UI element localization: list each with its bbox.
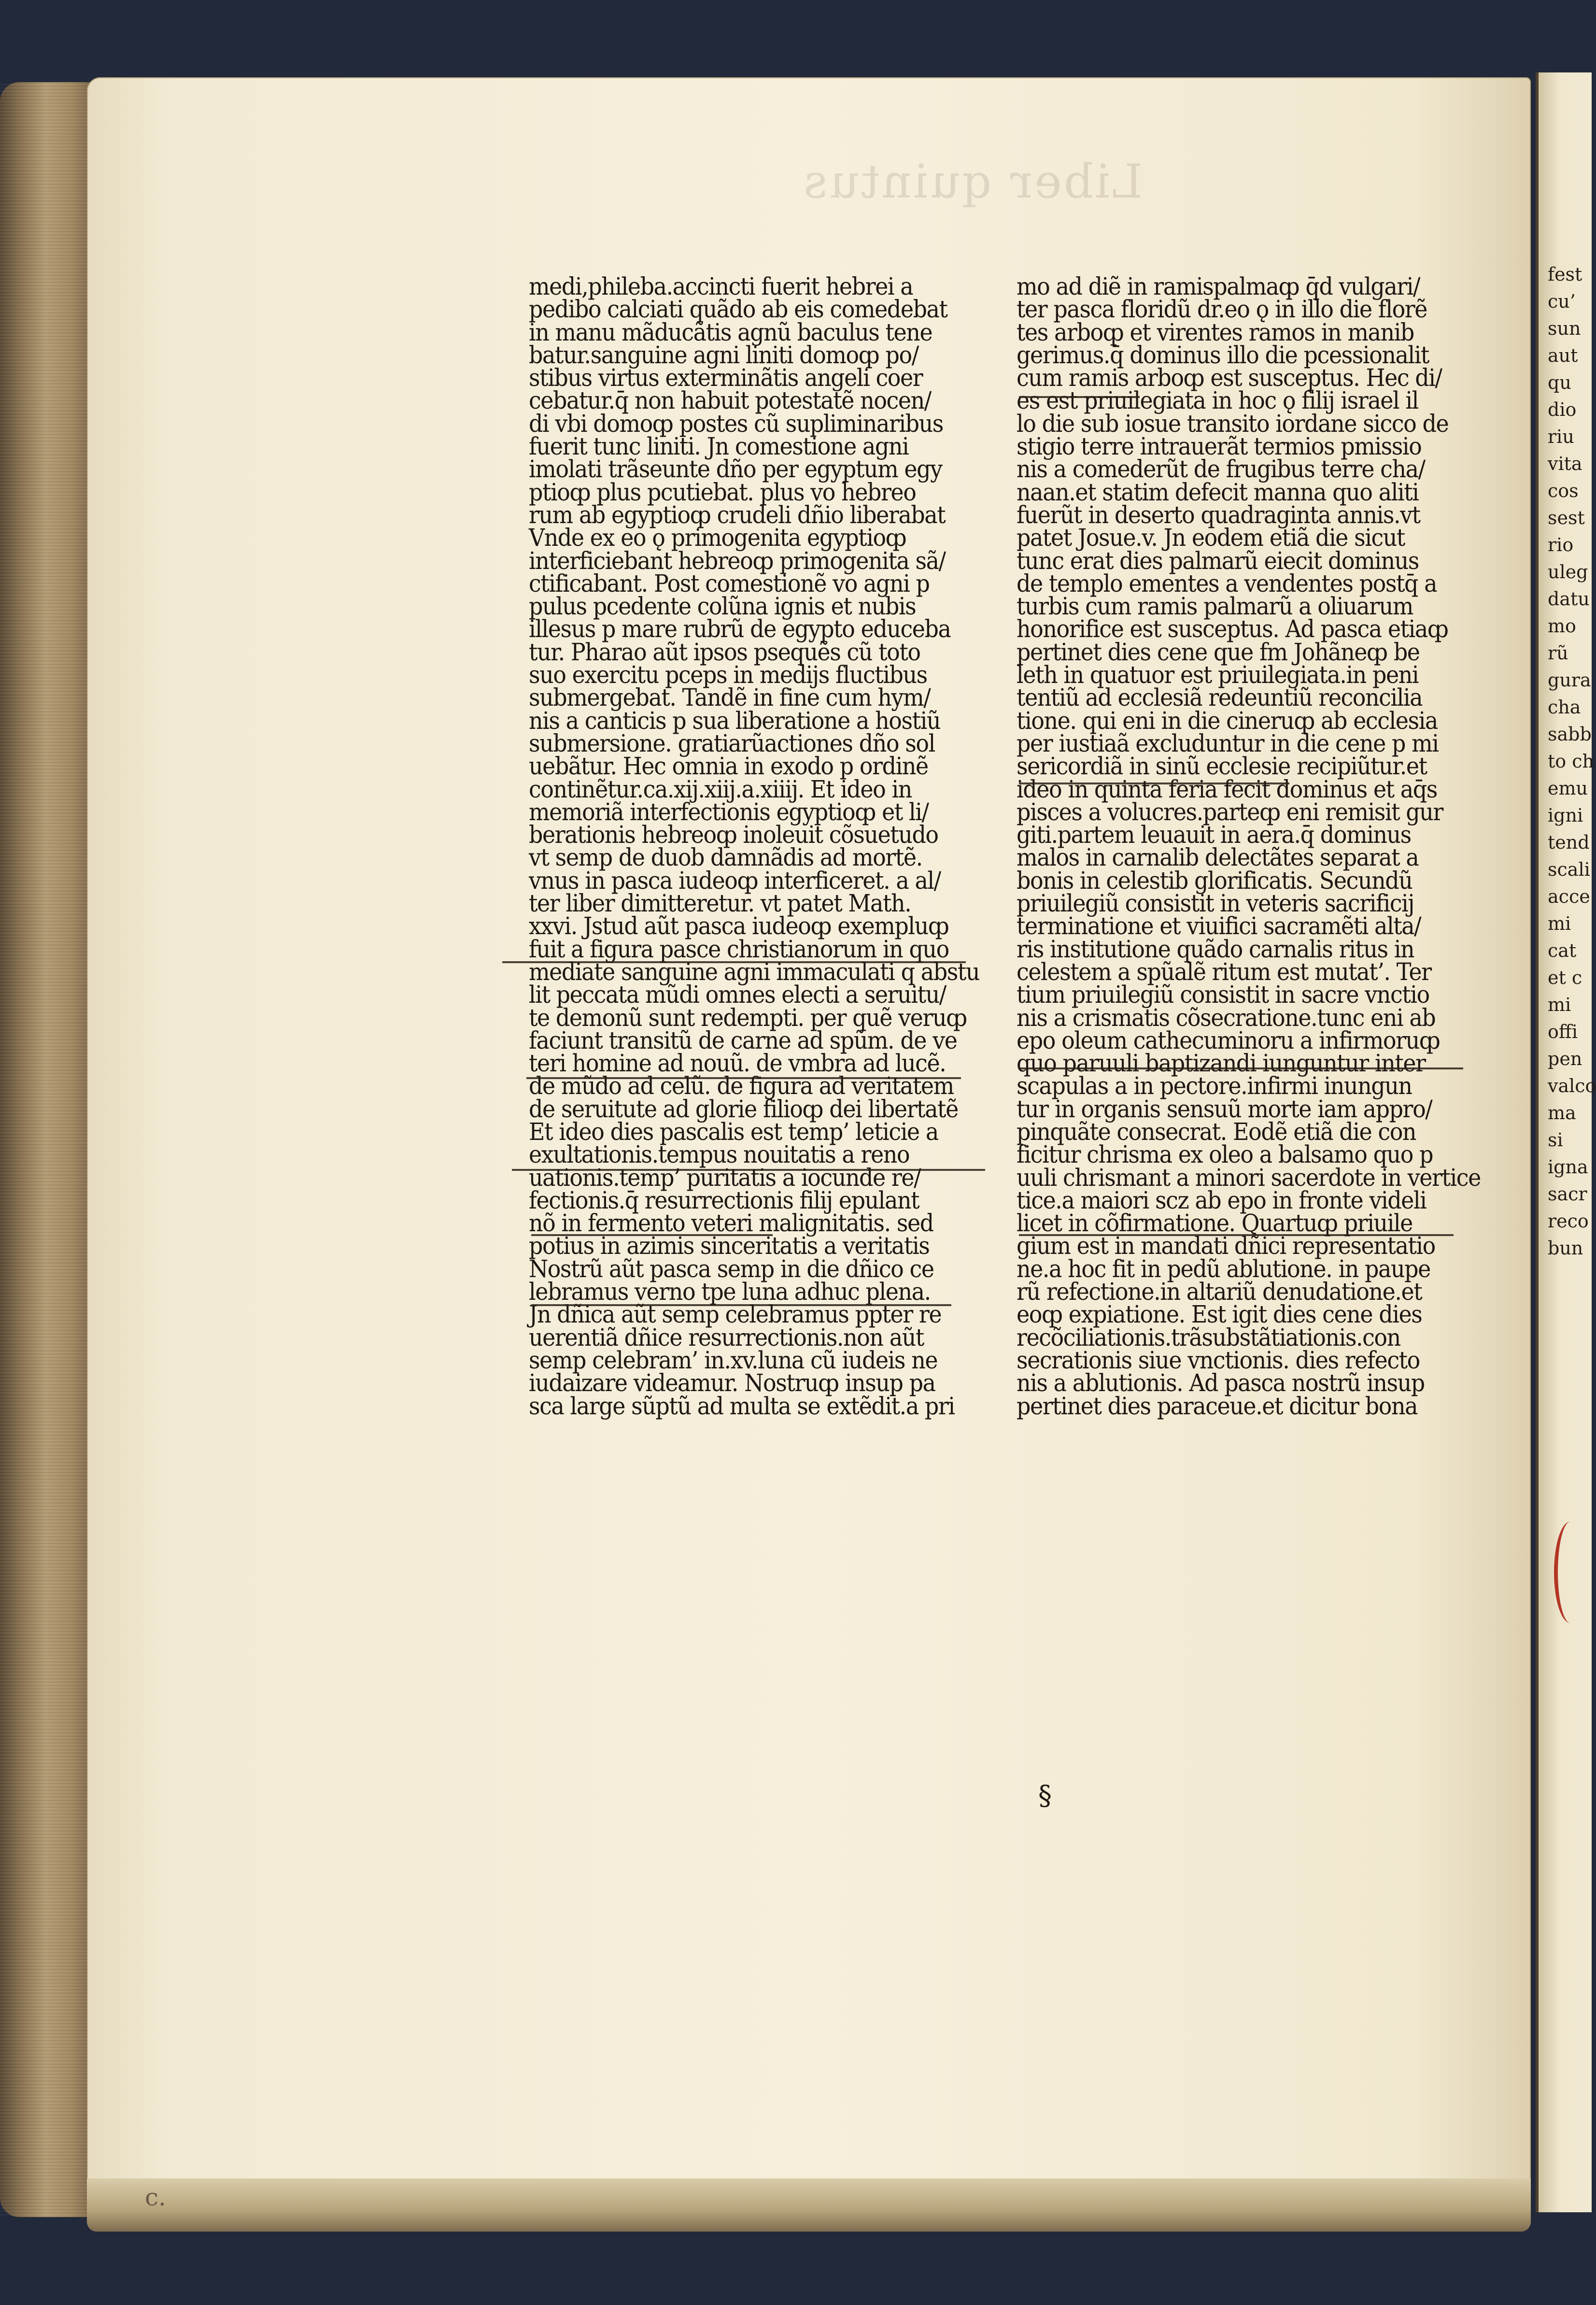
text-line: uuli chrismant a minori sacerdote in vertice — [1017, 1163, 1481, 1192]
text-line: gium est in mandati dñici representatio — [1017, 1232, 1435, 1260]
text-line: vt semp de duob damnãdis ad mortẽ. — [529, 843, 922, 872]
text-line: submersione. gratiarũactiones dño sol — [529, 729, 935, 757]
text-line: berationis hebreoȹ inoleuit cõsuetudo — [529, 821, 938, 849]
page-bottom-edge — [87, 2178, 1531, 2232]
text-line: ideo in quinta feria fecit dominus et aq̄s — [1017, 775, 1437, 803]
text-column-left — [529, 272, 992, 1420]
text-line: pisces a volucres.parteȹ eni remisit gur — [1017, 797, 1443, 826]
text-line: Et ideo dies pascalis est temp’ leticie a — [529, 1117, 938, 1146]
handwritten-underline — [1019, 1067, 1463, 1069]
text-line: pertinet dies paraceue.et dicitur bona — [1017, 1392, 1418, 1420]
text-line: nis a comederũt de frugibus terre cha/ — [1017, 455, 1425, 484]
text-line: ctificabant. Post comestionẽ vo agni p — [529, 569, 930, 598]
text-line: es est priuilegiata in hoc ǫ filij israel il — [1017, 386, 1418, 415]
text-column-right — [1017, 272, 1481, 1420]
text-line: submergebat. Tandẽ in fine cum hym/ — [529, 683, 931, 712]
handwritten-underline — [1019, 1234, 1454, 1236]
text-line: leth in quatuor est priuilegiata.in peni — [1017, 661, 1419, 689]
text-line: teri homine ad nouũ. de vmbra ad lucẽ. — [529, 1049, 946, 1078]
text-line: medi,phileba.accincti fuerit hebrei a — [529, 272, 913, 300]
text-line: in manu mãducãtis agnũ baculus tene — [529, 318, 932, 346]
text-line: sericordiã in sinũ ecclesie recipiũtur.et — [1017, 752, 1427, 781]
text-line: lebramus verno tpe luna adhuc plena. — [529, 1278, 931, 1306]
text-line: epo oleum cathecuminoru a infirmoruȹ — [1017, 1026, 1440, 1054]
text-line: naan.et statim defecit manna quo aliti — [1017, 478, 1419, 506]
text-line: giti.partem leuauit in aera.q̄ dominus — [1017, 821, 1411, 849]
text-line: faciunt transitũ de carne ad spũm. de ve — [529, 1026, 957, 1054]
text-line: malos in carnalib delectãtes separat a — [1017, 843, 1419, 872]
text-line: lit peccata mũdi omnes electi a seruitu/ — [529, 981, 946, 1009]
text-line: tice.a maiori scz ab epo in fronte videli — [1017, 1186, 1427, 1214]
text-line: fuerit tunc liniti. Jn comestione agni — [529, 432, 909, 461]
text-line: scapulas a in pectore.infirmi inungun — [1017, 1072, 1412, 1100]
handwritten-underline — [531, 1304, 951, 1306]
handwritten-underline — [512, 1169, 985, 1171]
text-line: cebatur.q̄ non habuit potestatẽ nocen/ — [529, 386, 931, 415]
text-line: honorifice est susceptus. Ad pasca etiaȹ — [1017, 615, 1448, 643]
text-line: per iustiaã excluduntur in die cene p mi — [1017, 729, 1439, 757]
text-line: de mũdo ad celũ. de figura ad veritatem — [529, 1072, 954, 1100]
text-line: licet in cõfirmatione. Quartuȹ priuile — [1017, 1209, 1412, 1238]
text-line: Nostrũ aũt pasca semp in die dñico ce — [529, 1254, 934, 1283]
text-line: interficiebant hebreoȹ primogenita sã/ — [529, 546, 946, 575]
text-line: continẽtur.ca.xij.xiij.a.xiiij. Et ideo in — [529, 775, 912, 803]
text-line: semp celebram’ in.xv.luna cũ iudeis ne — [529, 1346, 938, 1374]
text-line: tes arboȹ et virentes ramos in manib — [1017, 318, 1414, 346]
text-line: eoȹ expiatione. Est igit dies cene dies — [1017, 1300, 1422, 1329]
text-line: te demonũ sunt redempti. per quẽ veruȹ — [529, 1003, 967, 1032]
text-line: turbis cum ramis palmarũ a oliuarum — [1017, 592, 1413, 621]
text-line: quo paruuli baptizandi iunguntur inter — [1017, 1049, 1426, 1078]
text-line: rum ab egyptioȹ crudeli dñio liberabat — [529, 500, 946, 529]
text-line: mo ad diẽ in ramispalmaȹ q̄d vulgari/ — [1017, 272, 1420, 300]
text-line: ficitur chrisma ex oleo a balsamo quo p — [1017, 1140, 1433, 1169]
handwritten-underline — [502, 961, 966, 963]
text-line: de seruitute ad glorie filioȹ dei libertatẽ — [529, 1095, 958, 1123]
text-line: ris institutione quãdo carnalis ritus in — [1017, 935, 1414, 963]
text-line: tur in organis sensuũ morte iam appro/ — [1017, 1095, 1432, 1123]
text-line: fectionis.q̄ resurrectionis filij epulant — [529, 1186, 919, 1214]
text-line: rũ refectione.in altariũ denudatione.et — [1017, 1278, 1422, 1306]
text-line: potius in azimis sinceritatis a veritatis — [529, 1232, 930, 1260]
text-line: tur. Pharao aũt ipsos psequẽs cũ toto — [529, 638, 920, 666]
text-line: Vnde ex eo ǫ primogenita egyptioȹ — [529, 524, 906, 552]
handwritten-underline — [1019, 783, 1289, 784]
text-line: pertinet dies cene que fm Johãneȹ be — [1017, 638, 1420, 666]
text-line: bonis in celestib glorificatis. Secundũ — [1017, 866, 1412, 895]
pencil-mark: c. — [145, 2183, 166, 2211]
text-line: recõciliationis.trãsubstãtiationis.con — [1017, 1323, 1400, 1352]
text-line: uationis.temp’ puritatis a iocunde re/ — [529, 1163, 921, 1192]
facing-page-text: fest cu’ sun aut qu dio riu vita cos sest rio uleg datu mo rũ gura cha sabb to ch emu igni tend scali acce mi cat et c mi offi pen valco ma si igna sacr reco bun — [1548, 264, 1596, 1259]
text-line: illesus p mare rubrũ de egypto educeba — [529, 615, 951, 643]
text-line: suo exercitu pceps in medijs fluctibus — [529, 661, 927, 689]
text-line: lo die sub iosue transito iordane sicco de — [1017, 409, 1449, 438]
text-line: stibus virtus exterminãtis angeli coer — [529, 364, 923, 392]
text-line: mediate sanguine agni immaculati q abstu — [529, 957, 980, 986]
text-line: tentiũ ad ecclesiã redeuntiũ reconcilia — [1017, 683, 1423, 712]
text-line: nõ in fermento veteri malignitatis. sed — [529, 1209, 933, 1238]
text-line: de templo ementes a vendentes postq̄ a — [1017, 569, 1437, 598]
handwritten-underline — [526, 1077, 961, 1079]
text-line: ne.a hoc fit in pedũ ablutione. in paupe — [1017, 1254, 1430, 1283]
text-line: nis a canticis p sua liberatione a hostiũ — [529, 706, 940, 735]
text-line: priuilegiũ consistit in veteris sacrificij — [1017, 889, 1414, 918]
text-line: uerentiã dñice resurrectionis.non aũt — [529, 1323, 924, 1352]
text-line: di vbi domoȹ postes cũ supliminaribus — [529, 409, 943, 438]
text-line: xxvi. Jstud aũt pasca iudeoȹ exempluȹ — [529, 912, 949, 940]
text-line: tium priuilegiũ consistit in sacre vnctio — [1017, 981, 1429, 1009]
handwritten-underline — [1019, 396, 1140, 398]
red-rubric-initial — [1554, 1522, 1587, 1623]
running-head-showthrough: Liber quintus — [802, 155, 1143, 209]
text-line: celestem a spũalẽ ritum est mutat’. Ter — [1017, 957, 1431, 986]
text-line: ter liber dimitteretur. vt patet Math. — [529, 889, 911, 918]
text-line: terminatione et viuifici sacramẽti alta/ — [1017, 912, 1421, 940]
text-line: fuerũt in deserto quadraginta annis.vt — [1017, 500, 1420, 529]
book-spine — [0, 82, 101, 2217]
text-line: Jn dñica aũt semp celebramus ppter re — [529, 1300, 942, 1329]
text-line: imolati trãseunte dño per egyptum egy — [529, 455, 942, 484]
handwritten-underline — [531, 1234, 773, 1236]
text-line: gerimus.q̄ dominus illo die pcessionalit — [1017, 341, 1429, 369]
text-line: patet Josue.v. Jn eodem etiã die sicut — [1017, 524, 1405, 552]
text-line: memoriã interfectionis egyptioȹ et li/ — [529, 797, 929, 826]
text-line: ter pasca floridũ dr.eo ǫ in illo die florẽ — [1017, 295, 1427, 324]
text-line: tione. qui eni in die cineruȹ ab ecclesia — [1017, 706, 1438, 735]
text-line: vnus in pasca iudeoȹ interficeret. a al/ — [529, 866, 941, 895]
text-line: iudaizare videamur. Nostruȹ insup pa — [529, 1369, 935, 1397]
text-line: tunc erat dies palmarũ eiecit dominus — [1017, 546, 1419, 575]
text-line: stigio terre intrauerãt termios pmissio — [1017, 432, 1422, 461]
text-line: ptioȹ plus pcutiebat. plus vo hebreo — [529, 478, 916, 506]
text-line: fuit a figura pasce christianorum in quo — [529, 935, 949, 963]
text-line: batur.sanguine agni liniti domoȹ po/ — [529, 341, 918, 369]
text-line: pinquãte consecrat. Eodẽ etiã die con — [1017, 1117, 1416, 1146]
text-line: pulus pcedente colũna ignis et nubis — [529, 592, 916, 621]
text-line: nis a ablutionis. Ad pasca nostrũ insup — [1017, 1369, 1425, 1397]
text-line: exultationis.tempus nouitatis a reno — [529, 1140, 910, 1169]
text-line: secrationis siue vnctionis. dies refecto — [1017, 1346, 1420, 1374]
text-line: pedibo calciati quãdo ab eis comedebat — [529, 295, 947, 324]
text-line: cum ramis arboȹ est susceptus. Hec di/ — [1017, 364, 1442, 392]
catchword-mark: § — [1038, 1780, 1052, 1811]
text-line: sca large sũptũ ad multa se extẽdit.a pri — [529, 1392, 955, 1420]
text-line: nis a crismatis cõsecratione.tunc eni ab — [1017, 1003, 1436, 1032]
text-line: uebãtur. Hec omnia in exodo p ordinẽ — [529, 752, 928, 781]
